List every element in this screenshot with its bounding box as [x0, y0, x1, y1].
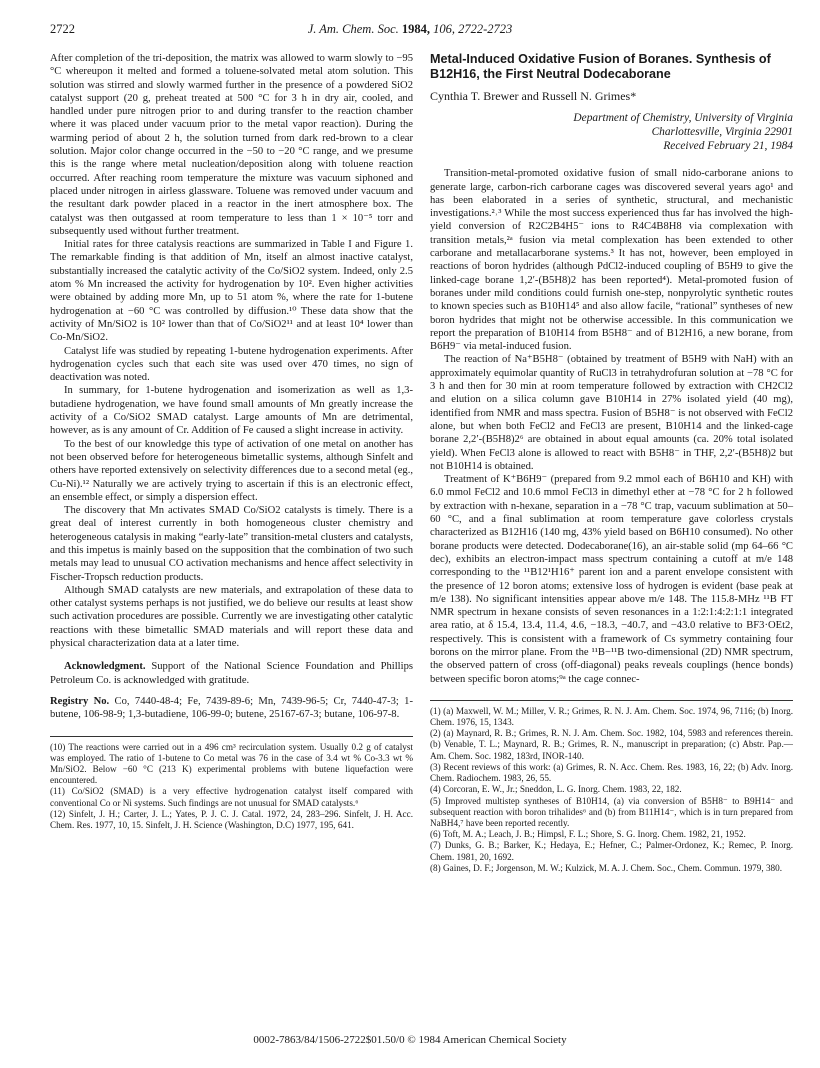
right-column [430, 52, 793, 874]
body-paragraph: Treatment of K⁺B6H9⁻ (prepared from 9.2 mmol each of B6H10 and KH) with 6.0 mmol FeCl2 and 10.6 mmol FeCl3 in dimethyl ether at −78 °C for 2 h followed by extraction with n-hexane, separation in a −78 °C trap, vacuum sublimation at 50–60 °C, and a final sublimation at room temperature gave colorless crystals characterized as B12H16 (140 mg, 43% yield based on B6H10 consumed). No other borane products were detected. Dodecaborane(16), an air-stable solid (mp 64–66 °C dec), exhibits an electron-impact mass spectrum containing a cutoff at m/e 148 corresponding to the ¹¹B12¹H16⁺ parent ion and a parent envelope consistent with the presence of 12 boron atoms; extensive loss of hydrogen is evident (base peak at m/e 138). No significant intensities appear above m/e 148. The 115.8-MHz ¹¹B FT NMR spectrum in hexane consists of seven resonances in a 1:2:1:4:2:1:1 integrated area ratio, at δ 15.4, 13.4, 11.4, 4.6, −18.3, −40.7, and −43.0 relative to BF3·OEt2, respectively. This is consistent with a framework of Cs symmetry containing four borons on the mirror plane. From the ¹¹B−¹¹B two-dimensional (2D) NMR spectrum, the observed pattern of cross (off-diagonal) peaks reveals couplings (hence bonds) between specific boron atoms;⁹ᵃ the cage connec- [430, 474, 793, 685]
body-paragraph: The reaction of Na⁺B5H8⁻ (obtained by treatment of B5H9 with NaH) with an approximately equimolar quantity of RuCl3 in tetrahydrofuran solution at −78 °C for 3 h and then for 30 min at room temperature followed by extraction with CH2Cl2 and elution on a silica column gave B10H14 in 27% isolated yield (40 mg), identified from NMR and mass spectra. Fusion of B5H8⁻ is not observed with FeCl2 alone, but when both FeCl2 and FeCl3 are present, B10H14 and the linked-cage borane 2,2′-(B5H8)2⁶ are obtained in about equal amounts (ca. 20% total isolated yield). When FeCl3 alone is allowed to react with B5H8⁻ in THF, 2,2′-(B5H8)2 but not B10H14 is obtained. [430, 354, 793, 472]
registry-heading: Registry No. [50, 695, 110, 707]
footnote-divider [50, 736, 413, 737]
registry-text: Co, 7440-48-4; Fe, 7439-89-6; Mn, 7439-96-5; Cr, 7440-47-3; 1-butene, 106-98-9; 1,3-butadiene, 106-99-0; butene, 25167-67-3; butane, 106-97-8. [50, 695, 413, 721]
acknowledgment-text: Support of the National Science Foundation and Phillips Petroleum Co. is acknowledged with gratitude. [50, 661, 413, 686]
affiliation-line: Department of Chemistry, University of Virginia [573, 112, 793, 125]
body-paragraph: Transition-metal-promoted oxidative fusion of small nido-carborane anions to generate large, carbon-rich carborane cages was discovered several years ago¹ and has been elaborated in a series of synthetic, structural, and mechanistic investigations.²˒³ While the most success experienced thus far has involved the high-yield conversion of R2C2B4H5⁻ ions to R4C4B8H8 via complexation with transition metals,²ᵃ fusion via metal complexation has been extended to other carborane and metallacarborane systems.³ It has not, however, been employed in reactions of boron hydrides (although PdCl2-induced coupling of B5H9 to give the linked-cage borane 1,2′-(B5H8)2 has been reported⁴). Metal-promoted fusion of boranes under mild conditions could furnish one-step, nonpyrolytic synthetic routes to known species such as B10H14⁵ and also allow facile, “rational” syntheses of new boron hydrides that might not be otherwise accessible. In this communication we report the preparation of B10H14 from B5H8⁻ and of B12H16, a new borane, from B6H9⁻ via metal-induced fusion. [430, 168, 793, 353]
left-column [50, 52, 413, 831]
article-title: Metal-Induced Oxidative Fusion of Boranes. Synthesis of B12H16, the First Neutral Dodecaborane [430, 52, 771, 81]
footnote: (1) (a) Maxwell, W. M.; Miller, V. R.; Grimes, R. N. J. Am. Chem. Soc. 1974, 96, 7116; (b) Inorg. Chem. 1976, 15, 1343. [430, 705, 793, 728]
article-authors: Cynthia T. Brewer and Russell N. Grimes* [430, 89, 637, 103]
body-paragraph: After completion of the tri-deposition, the matrix was allowed to warm slowly to −95 °C whereupon it melted and formed a toluene-solvated metal atom solution. This solution was stirred and slowly warmed further in the presence of a powdered SiO2 catalyst support (20 g, preheat treated at 500 °C for 3 h in dry air, cooled, and handled under pure nitrogen prior to and during transfer to the reaction chamber where it was placed under vacuum prior to the metal vapor reaction). During the warming period of about 2 h, the solution turned from dark red-brown to a clear solution. Major color change occurred in the −50 to −20 °C range, and we presume this is the range where metal nucleation/deposition along with toluene reaction occurred. After reaching room temperature the mixture was vacuum siphoned and placed under nitrogen in airless glassware. Toluene was removed under vacuum and the resultant dark powder placed in a reactor in the inert atmosphere box. The catalyst was then outgassed at room temperature to less than 1 × 10⁻⁵ torr and subsequently used without further treatment. [50, 53, 413, 237]
received-date: Received February 21, 1984 [663, 140, 793, 153]
body-paragraph: Initial rates for three catalysis reactions are summarized in Table I and Figure 1. The remarkable finding is that addition of Mn, itself an almost inactive catalyst, substantially increased the catalytic activity of the Co/SiO2 system. Indeed, only 2.5 atom % Mn increased the activity for hydrogenation by 10². Even higher activities were obtained by adding more Mn, up to 51 atom %, where the rate for 1-butene hydrogenation at −60 °C was controlled by diffusion.¹⁰ These data show that the activity of Mn/SiO2 is 10² lower than that of Co/SiO2¹¹ and at least 10⁴ lower than Co-Mn/SiO2. [50, 239, 413, 344]
body-paragraph: The discovery that Mn activates SMAD Co/SiO2 catalysts is timely. There is a great deal of interest currently in both homogeneous cluster chemistry and heterogeneous catalysis in making “early-late” transition-metal clusters and catalysts, and this impetus is mainly based on the supposition that the combination of two such metals may lead to unusual CO activation mechanisms and hence affect selectivity in Fischer-Tropsch reduction products. [50, 505, 413, 583]
affiliation-line: Charlottesville, Virginia 22901 [651, 126, 793, 139]
registry-numbers [50, 695, 413, 722]
body-paragraph: Although SMAD catalysts are new materials, and extrapolation of these data to other catalyst systems perhaps is not justified, we do believe our results at least show such activation procedures are possible. Currently we are investigating other catalytic reactions with these bimetallic SMAD materials and will report these data and physical characterization data at a later time. [50, 584, 413, 650]
journal-year: 1984, [401, 22, 431, 36]
journal-citation [0, 22, 820, 37]
footnote: (4) Corcoran, E. W., Jr.; Sneddon, L. G. Inorg. Chem. 1983, 22, 182. [430, 784, 682, 795]
footnote-divider [430, 700, 793, 701]
footnote: (12) Sinfelt, J. H.; Carter, J. L.; Yates, P. J. C. J. Catal. 1972, 24, 283–296. Sinfelt, J. H. Acc. Chem. Res. 1977, 10, 15. Sinfelt, J. H. Science (Washington, D.C) 1977, 195, 641. [50, 808, 413, 830]
acknowledgment-heading: Acknowledgment. [64, 661, 146, 673]
footnote: (6) Toft, M. A.; Leach, J. B.; Himpsl, F. L.; Shore, S. G. Inorg. Chem. 1982, 21, 1952. [430, 829, 746, 840]
footnote: (3) Recent reviews of this work: (a) Grimes, R. N. Acc. Chem. Res. 1983, 16, 22; (b) Adv. Inorg. Chem. Radiochem. 1983, 26, 55. [430, 761, 793, 784]
copyright-footer: 0002-7863/84/1506-2722$01.50/0 © 1984 American Chemical Society [253, 1034, 567, 1046]
footnote: (5) Improved multistep syntheses of B10H14, (a) via conversion of B5H8⁻ to B9H14⁻ and subsequent reaction with boron trihalides⁶ and (b) from B11H14⁻, which is in turn prepared from NaBH4,⁷ have been reported recently. [430, 795, 793, 828]
footnote: (2) (a) Maynard, R. B.; Grimes, R. N. J. Am. Chem. Soc. 1982, 104, 5983 and references therein. (b) Venable, T. L.; Maynard, R. B.; Grimes, R. N., manuscript in preparation; (c) Abstr. Pap.—Am. Chem. Soc. 1982, 183rd, INOR-140. [430, 728, 793, 761]
footnote: (8) Gaines, D. F.; Jorgenson, M. W.; Kulzick, M. A. J. Chem. Soc., Chem. Commun. 1979, 380. [430, 862, 783, 873]
footnote: (11) Co/SiO2 (SMAD) is a very effective hydrogenation catalyst itself compared with conventional Co or Ni systems. Such findings are not unusual for SMAD catalysts.⁶ [50, 786, 413, 808]
acknowledgment [50, 660, 413, 687]
page-number: 2722 [50, 22, 75, 36]
body-paragraph: Catalyst life was studied by repeating 1-butene hydrogenation experiments. After hydrogenation cycles such that each site was used over 470 times, no sign of deactivation was noted. [50, 345, 413, 384]
running-header [0, 22, 820, 42]
footnote: (10) The reactions were carried out in a 496 cm³ recirculation system. Usually 0.2 g of catalyst was employed. The ratio of 1-butene to Co metal was 76 in the case of 3.4 wt % Co-3.3 wt % Mn/SiO2. Below −60 °C (213 K) experimental problems with butene liquefaction were encountered. [50, 741, 413, 786]
affiliation [430, 111, 793, 153]
body-paragraph: To the best of our knowledge this type of activation of one metal on another has not been observed before for heterogeneous bimetallic systems, although Sinfelt and others have reported extensively on selectivity differences due to a second metal (eg., Cu-Ni).¹² Naturally we are actively trying to ascertain if this is an electronic effect, an ensemble effect, or simply a dispersion effect. [50, 438, 413, 503]
journal-name: J. Am. Chem. Soc. [307, 22, 399, 36]
journal-pages: 106, 2722-2723 [433, 22, 513, 36]
body-paragraph: In summary, for 1-butene hydrogenation and isomerization as well as 1,3-butadiene hydrogenation, we have found small amounts of Mn greatly increase the activity of a Co/SiO2 SMAD catalyst. Large amounts of Mn are detrimental, however, as is any amount of Cr. Addition of Fe caused a slight increase in activity. [50, 385, 413, 437]
footnote: (7) Dunks, G. B.; Barker, K.; Hedaya, E.; Hefner, C.; Palmer-Ordonez, K.; Remec, P. Inorg. Chem. 1981, 20, 1692. [430, 840, 793, 862]
